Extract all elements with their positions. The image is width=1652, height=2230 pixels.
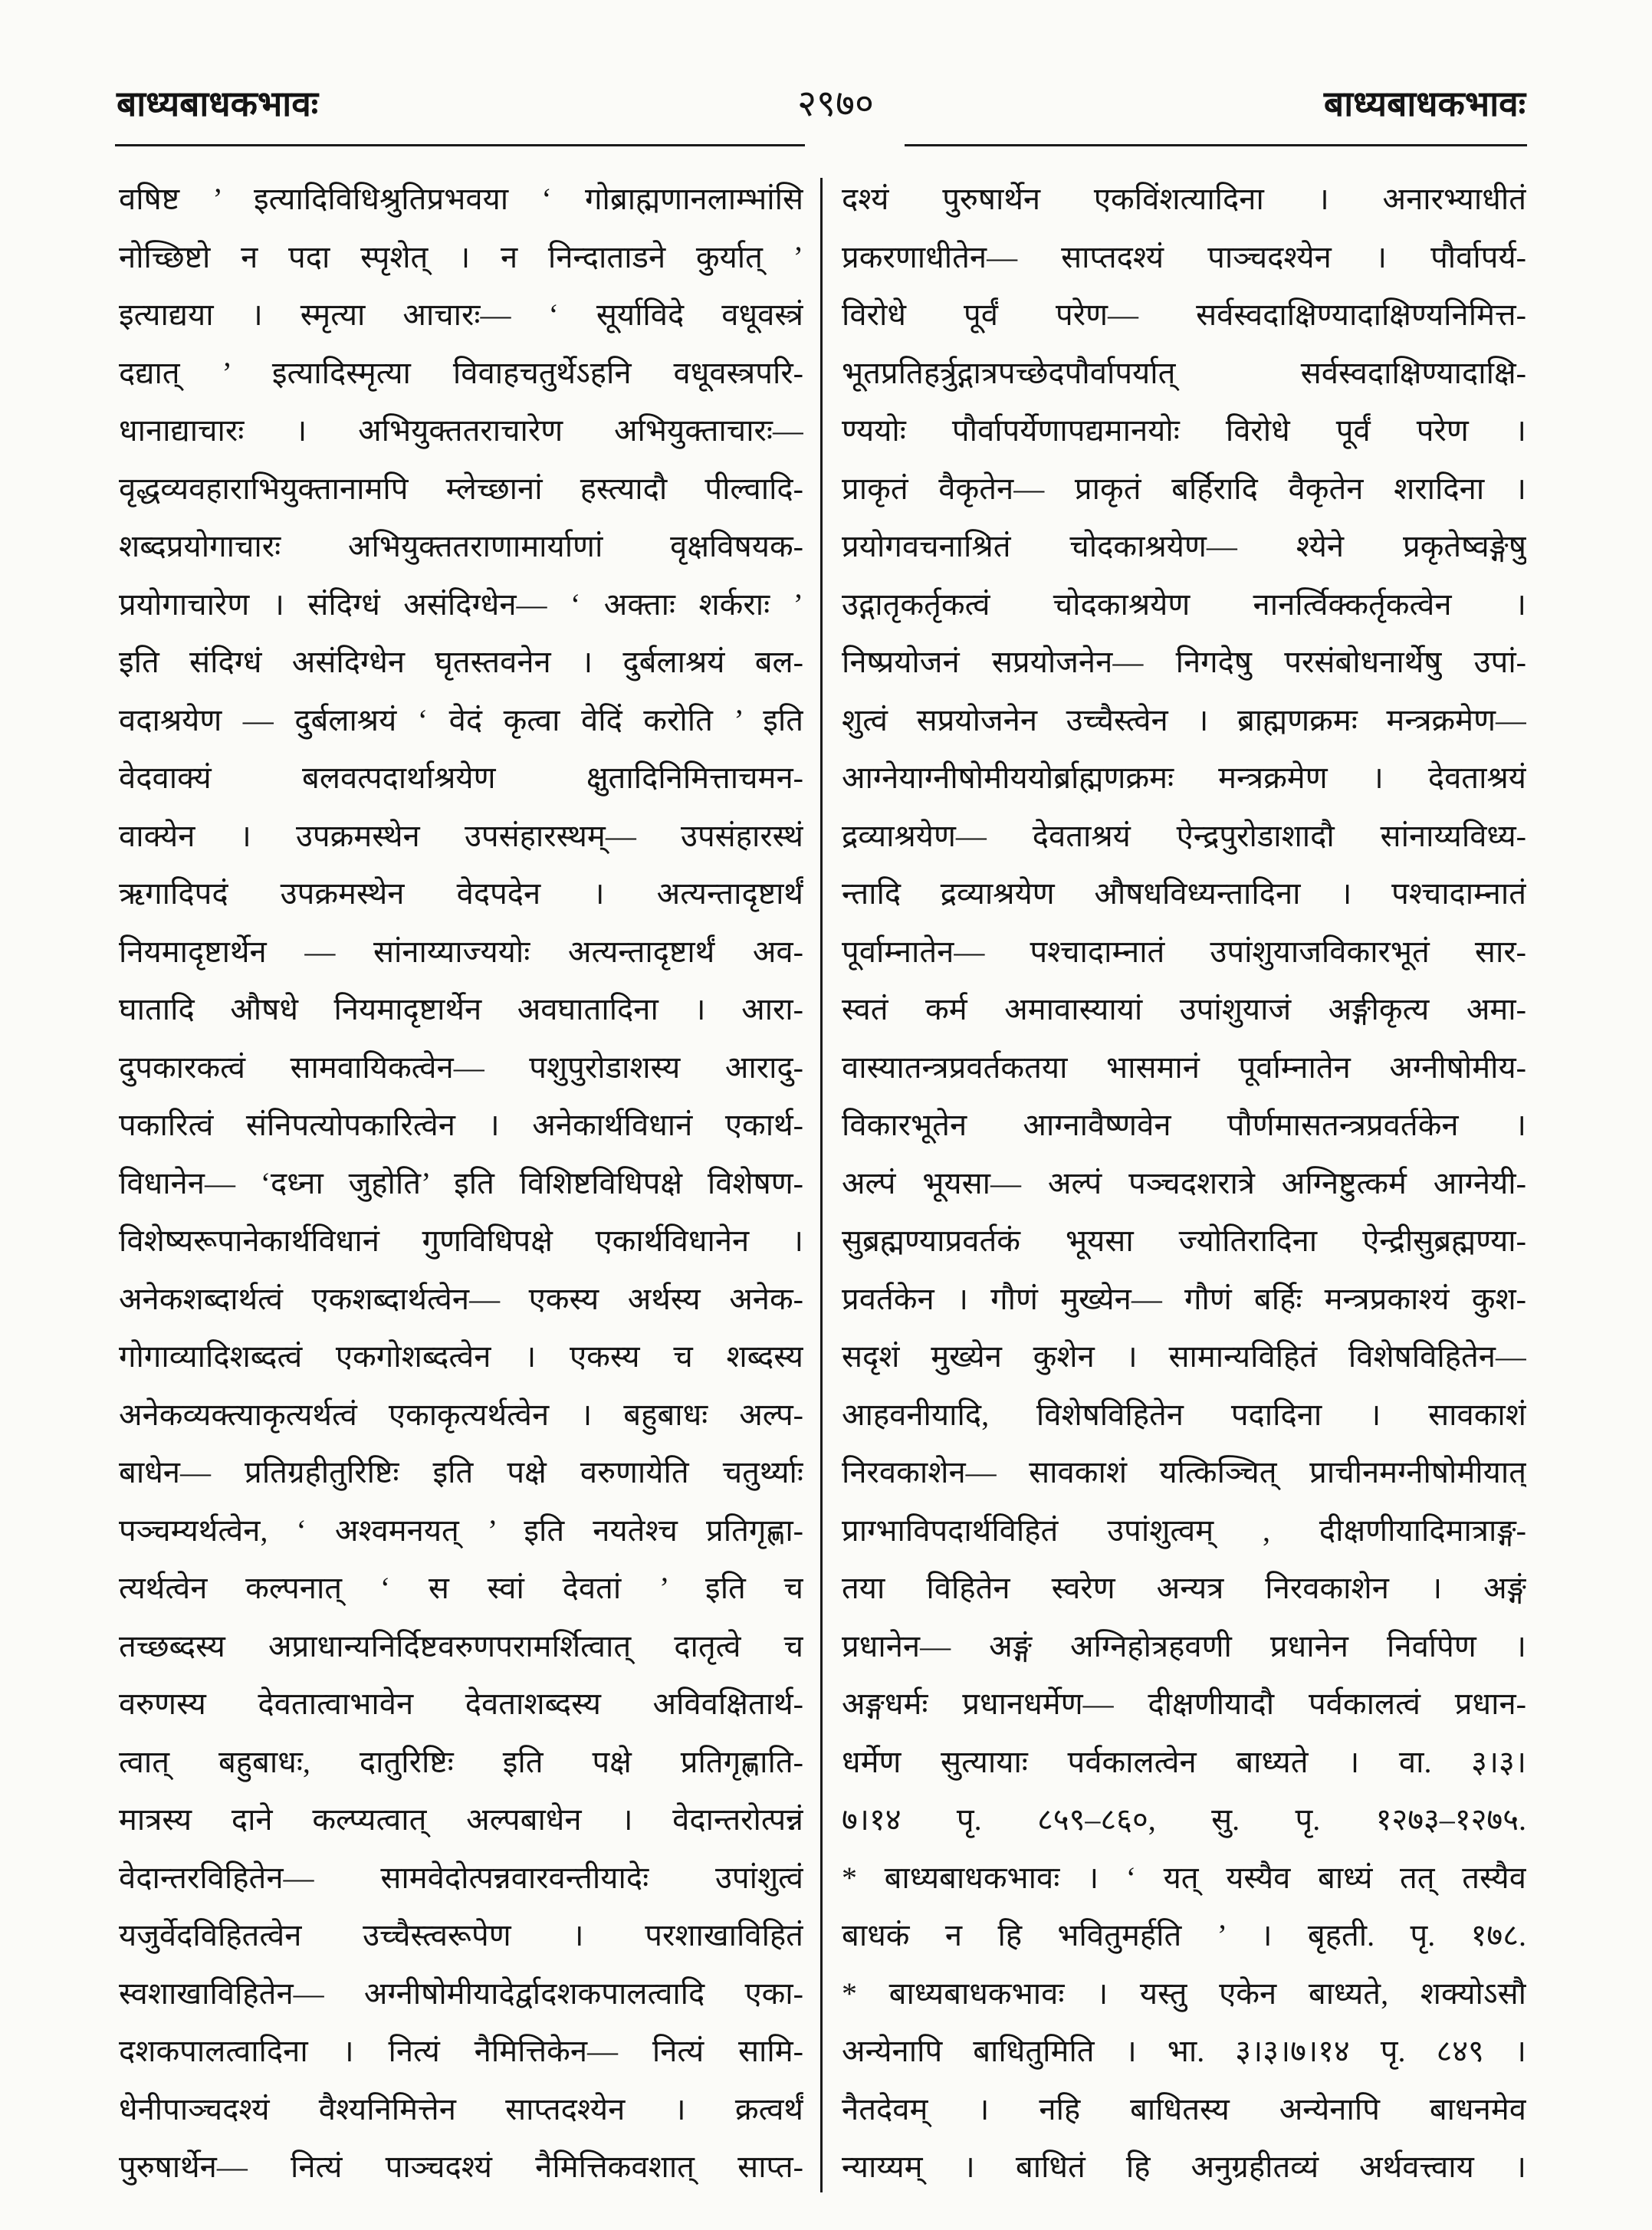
text-line: दुपकारकत्वं सामवायिकत्वेन— पशुपुरोडाशस्य आरादु- xyxy=(119,1049,803,1085)
text-line: ण्ययोः पौर्वापर्येणापद्यमानयोः विरोधे पूर्वं परेण । xyxy=(842,413,1526,448)
text-line: अल्पं भूयसा— अल्पं पञ्चदशरात्रे अग्निष्टुत्कर्म आग्नेयी- xyxy=(842,1165,1526,1200)
text-line: पुरुषार्थेन— नित्यं पाञ्चदश्यं नैमित्तिकवशात् साप्त- xyxy=(119,2150,803,2184)
text-line: धर्मेण सुत्यायाः पर्वकालत्वेन बाध्यते । वा. ३।३। xyxy=(842,1744,1526,1779)
text-line: वास्यातन्त्रप्रवर्तकतया भासमानं पूर्वाम्नातेन अग्नीषोमीय- xyxy=(842,1049,1526,1085)
text-line: प्रकरणाधीतेन— साप्तदश्यं पाञ्चदश्येन । पौर्वापर्य- xyxy=(842,239,1526,274)
text-line: धानाद्याचारः । अभियुक्ततराचारेण अभियुक्ताचारः— xyxy=(119,413,803,448)
running-head-left: बाध्यबाधकभावः xyxy=(117,84,319,123)
text-line: अन्येनापि बाधितुमिति । भा. ३।३।७।१४ पृ. ८४९ । xyxy=(842,2034,1526,2068)
text-line: दश्यं पुरुषार्थेन एकविंशत्यादिना । अनारभ्याधीतं xyxy=(842,182,1526,216)
text-line: आहवनीयादि, विशेषविहितेन पदादिना । सावकाशं xyxy=(842,1397,1526,1432)
text-line: प्रयोगवचनाश्रितं चोदकाश्रयेण— श्येने प्रकृतेष्वङ्गेषु xyxy=(842,529,1526,563)
text-line: पकारित्वं संनिपत्योपकारित्वेन । अनेकार्थविधानं एकार्थ- xyxy=(119,1108,803,1142)
text-line: इति संदिग्धं असंदिग्धेन घृतस्तवनेन । दुर्बलाश्रयं बल- xyxy=(119,645,803,679)
text-line: न्याय्यम् । बाधितं हि अनुग्रहीतव्यं अर्थवत्त्वाय । xyxy=(842,2150,1526,2184)
right-column xyxy=(842,170,1526,2196)
text-line: पूर्वाम्नातेन— पश्चादाम्नातं उपांशुयाजविकारभूतं सार- xyxy=(842,934,1526,969)
text-line: विरोधे पूर्वं परेण— सर्वस्वदाक्षिण्यादाक्षिण्यनिमित्त- xyxy=(842,297,1526,332)
text-line: * बाध्यबाधकभावः । ‘ यत् यस्यैव बाध्यं तत् तस्यैव xyxy=(842,1860,1526,1895)
text-line: वरुणस्य देवतात्वाभावेन देवताशब्दस्य अविवक्षितार्थ- xyxy=(119,1686,803,1721)
left-column xyxy=(119,170,803,2196)
text-line: शब्दप्रयोगाचारः अभियुक्ततराणामार्याणां वृक्षविषयक- xyxy=(119,529,803,563)
text-line: घातादि औषधे नियमादृष्टार्थेन अवघातादिना । आरा- xyxy=(119,992,803,1026)
text-line: त्यर्थत्वेन कल्पनात् ‘ स स्वां देवतां ’ इति च xyxy=(119,1571,803,1605)
text-line: स्वतं कर्म अमावास्यायां उपांशुयाजं अङ्गीकृत्य अमा- xyxy=(842,992,1526,1026)
text-line: सुब्रह्मण्याप्रवर्तकं भूयसा ज्योतिरादिना ऐन्द्रीसुब्रह्मण्या- xyxy=(842,1223,1526,1258)
text-line: बाधकं न हि भवितुमर्हति ’ । बृहती. पृ. १७८. xyxy=(842,1918,1526,1952)
text-line: त्वात् बहुबाधः, दातुरिष्टिः इति पक्षे प्रतिगृह्णाति- xyxy=(119,1744,803,1779)
text-line: नोच्छिष्टो न पदा स्पृशेत् । न निन्दाताडने कुर्यात् ’ xyxy=(119,239,803,274)
text-line: तया विहितेन स्वरेण अन्यत्र निरवकाशेन । अङ्गं xyxy=(842,1571,1526,1605)
text-line: अनेकव्यक्त्याकृत्यर्थत्वं एकाकृत्यर्थत्वेन । बहुबाधः अल्प- xyxy=(119,1397,803,1432)
text-line: प्रयोगाचारेण । संदिग्धं असंदिग्धेन— ‘ अक्ताः शर्कराः ’ xyxy=(119,586,803,622)
text-line: निष्प्रयोजनं सप्रयोजनेन— निगदेषु परसंबोधनार्थेषु उपां- xyxy=(842,645,1526,679)
text-line: प्रवर्तकेन । गौणं मुख्येन— गौणं बर्हिः मन्त्रप्रकाश्यं कुश- xyxy=(842,1281,1526,1316)
text-line: स्वशाखाविहितेन— अग्नीषोमीयादेर्द्वादशकपालत्वादि एका- xyxy=(119,1975,803,2011)
text-line: प्राग्भाविपदार्थविहितं उपांशुत्वम् , दीक्षणीयादिमात्राङ्ग- xyxy=(842,1512,1526,1548)
text-line: विधानेन— ‘दध्ना जुहोति’ इति विशिष्टविधिपक्षे विशेषण- xyxy=(119,1165,803,1200)
text-line: यजुर्वेदविहितत्वेन उच्चैस्त्वरूपेण । परशाखाविहितं xyxy=(119,1918,803,1952)
text-line: दद्यात् ’ इत्यादिस्मृत्या विवाहचतुर्थेऽहनि वधूवस्त्रपरि- xyxy=(119,355,803,390)
header-rule-right xyxy=(905,144,1527,146)
text-line: शुत्वं सप्रयोजनेन उच्चैस्त्वेन । ब्राह्मणक्रमः मन्त्रक्रमेण— xyxy=(842,702,1526,737)
text-line: वषिष्ट ’ इत्यादिविधिश्रुतिप्रभवया ‘ गोब्राह्मणानलाम्भांसि xyxy=(119,182,803,216)
text-line: भूतप्रतिहर्त्रुद्गात्रपच्छेदपौर्वापर्यात् सर्वस्वदाक्षिण्यादाक्षि- xyxy=(842,355,1526,390)
text-line: धेनीपाञ्चदश्यं वैश्यनिमित्तेन साप्तदश्येन । क्रत्वर्थं xyxy=(119,2091,803,2127)
text-line: वाक्येन । उपक्रमस्थेन उपसंहारस्थम्— उपसंहारस्थं xyxy=(119,818,803,853)
header-rule-left xyxy=(115,144,805,146)
text-line: नियमादृष्टार्थेन — सांनाय्याज्ययोः अत्यन्तादृष्टार्थं अव- xyxy=(119,934,803,969)
column-divider xyxy=(820,178,823,2192)
text-line: अङ्गधर्मः प्रधानधर्मेण— दीक्षणीयादौ पर्वकालत्वं प्रधान- xyxy=(842,1686,1526,1721)
text-line: वेदवाक्यं बलवत्पदार्थाश्रयेण क्षुतादिनिमित्ताचमन- xyxy=(119,760,803,795)
text-line: वृद्धव्यवहाराभियुक्तानामपि म्लेच्छानां हस्त्यादौ पील्वादि- xyxy=(119,471,803,506)
text-line: गोगाव्यादिशब्दत्वं एकगोशब्दत्वेन । एकस्य च शब्दस्य xyxy=(119,1339,803,1374)
text-line: वेदान्तरविहितेन— सामवेदोत्पन्नवारवन्तीयादेः उपांशुत्वं xyxy=(119,1860,803,1895)
text-line: * बाध्यबाधकभावः । यस्तु एकेन बाध्यते, शक्योऽसौ xyxy=(842,1975,1526,2011)
text-line: सदृशं मुख्येन कुशेन । सामान्यविहितं विशेषविहितेन— xyxy=(842,1339,1526,1374)
text-line: निरवकाशेन— सावकाशं यत्किञ्चित् प्राचीनमग्नीषोमीयात् xyxy=(842,1455,1526,1489)
text-line: अनेकशब्दार्थत्वं एकशब्दार्थत्वेन— एकस्य अर्थस्य अनेक- xyxy=(119,1281,803,1316)
text-line: उद्गातृकर्तृकत्वं चोदकाश्रयेण नानर्त्विक्कर्तृकत्वेन । xyxy=(842,586,1526,622)
text-line: विकारभूतेन आग्नावैष्णवेन पौर्णमासतन्त्रप्रवर्तकेन । xyxy=(842,1108,1526,1142)
text-line: पञ्चम्यर्थत्वेन, ‘ अश्वमनयत् ’ इति नयतेश्च प्रतिगृह्णा- xyxy=(119,1512,803,1548)
text-line: दशकपालत्वादिना । नित्यं नैमित्तिकेन— नित्यं सामि- xyxy=(119,2034,803,2068)
text-line: इत्याद्यया । स्मृत्या आचारः— ‘ सूर्याविदे वधूवस्त्रं xyxy=(119,297,803,332)
text-line: आग्नेयाग्नीषोमीययोर्ब्राह्मणक्रमः मन्त्रक्रमेण । देवताश्रयं xyxy=(842,760,1526,795)
text-line: प्राकृतं वैकृतेन— प्राकृतं बर्हिरादि वैकृतेन शरादिना । xyxy=(842,471,1526,506)
text-line: ७।१४ पृ. ८५९–८६०, सु. पृ. १२७३–१२७५. xyxy=(842,1802,1526,1837)
text-line: वदाश्रयेण — दुर्बलाश्रयं ‘ वेदं कृत्वा वेदिं करोति ’ इति xyxy=(119,702,803,737)
text-line: बाधेन— प्रतिग्रहीतुरिष्टिः इति पक्षे वरुणायेति चतुर्थ्याः xyxy=(119,1455,803,1489)
text-line: विशेष्यरूपानेकार्थविधानं गुणविधिपक्षे एकार्थविधानेन । xyxy=(119,1223,803,1258)
text-line: द्रव्याश्रयेण— देवताश्रयं ऐन्द्रपुरोडाशादौ सांनाय्यविध्य- xyxy=(842,818,1526,853)
text-line: तच्छब्दस्य अप्राधान्यनिर्दिष्टवरुणपरामर्शित्वात् दातृत्वे च xyxy=(119,1628,803,1663)
text-line: प्रधानेन— अङ्गं अग्निहोत्रहवणी प्रधानेन निर्वापेण । xyxy=(842,1628,1526,1663)
text-line: ऋगादिपदं उपक्रमस्थेन वेदपदेन । अत्यन्तादृष्टार्थं xyxy=(119,876,803,911)
text-line: मात्रस्य दाने कल्प्यत्वात् अल्पबाधेन । वेदान्तरोत्पन्नं xyxy=(119,1802,803,1837)
running-head-right: बाध्यबाधकभावः xyxy=(1323,84,1526,123)
text-line: न्तादि द्रव्याश्रयेण औषधविध्यन्तादिना । पश्चादाम्नातं xyxy=(842,876,1526,911)
text-line: नैतदेवम् । नहि बाधितस्य अन्येनापि बाधनमेव xyxy=(842,2091,1526,2127)
page-number: २९७० xyxy=(797,84,874,124)
